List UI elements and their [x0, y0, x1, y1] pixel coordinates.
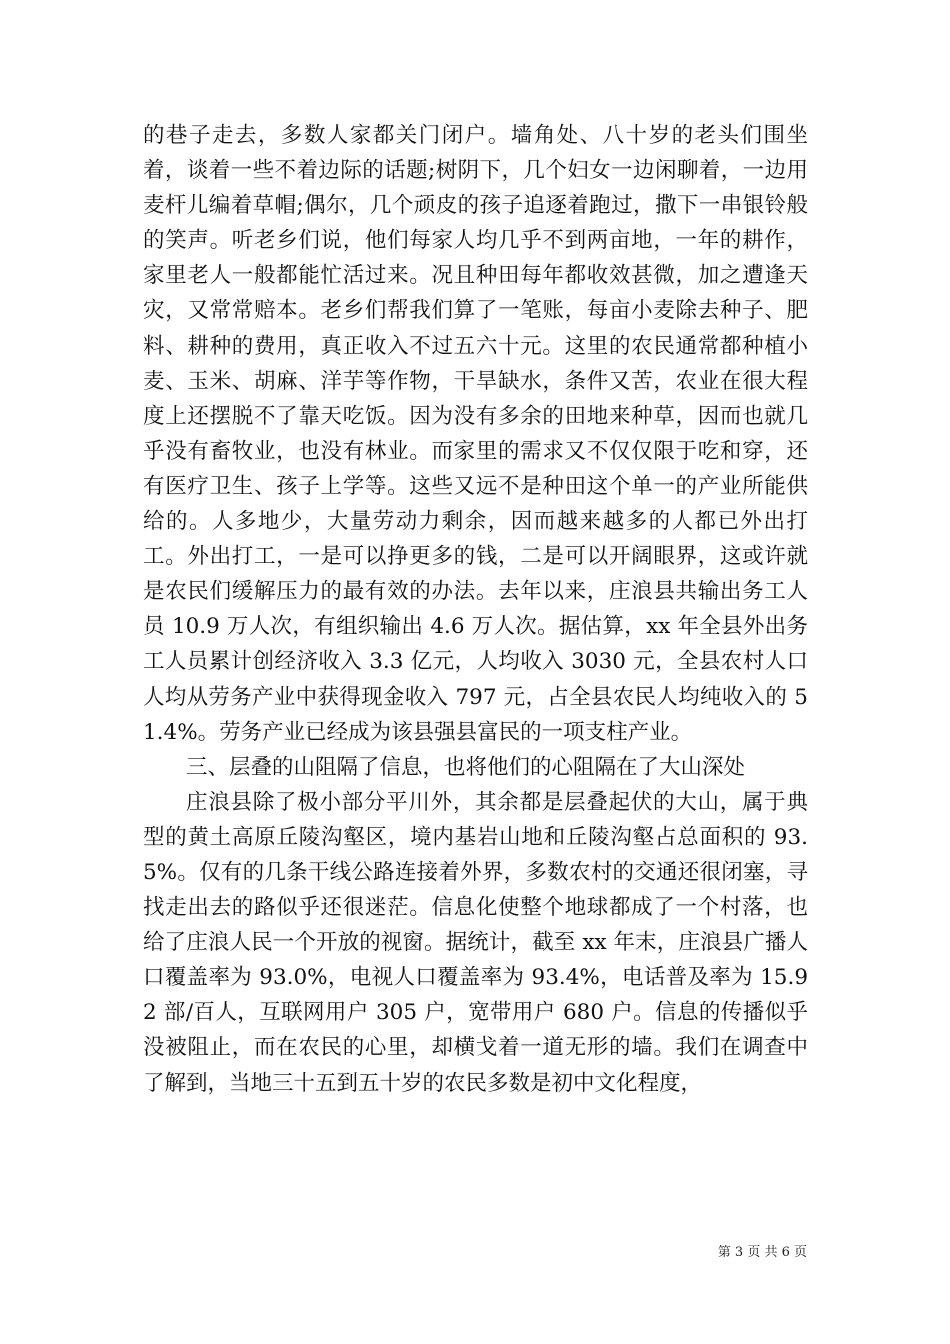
paragraph-continuation: 的巷子走去，多数人家都关门闭户。墙角处、八十岁的老头们围坐着，谈着一些不着边际的话题;树阴下，几个妇女一边闲聊着，一边用麦杆儿编着草帽;偶尔，几个顽皮的孩子追逐着跑过，撒下一串银铃般的笑声。听老乡们说，他们每家人均几乎不到两亩地，一年的耕作，家里老人一般都能忙活过来。况且种田每年都收效甚微，加之遭逢天灾，又常常赔本。老乡们帮我们算了一笔账，每亩小麦除去种子、肥料、耕种的费用，真正收入不过五六十元。这里的农民通常都种植小麦、玉米、胡麻、洋芋等作物，干旱缺水，条件又苦，农业在很大程度上还摆脱不了靠天吃饭。因为没有多余的田地来种草，因而也就几乎没有畜牧业，也没有林业。而家里的需求又不仅仅限于吃和穿，还有医疗卫生、孩子上学等。这些又远不是种田这个单一的产业所能供给的。人多地少，大量劳动力剩余，因而越来越多的人都已外出打工。外出打工，一是可以挣更多的钱，二是可以开阔眼界，这或许就是农民们缓解压力的最有效的办法。去年以来，庄浪县共输出务工人员 10.9 万人次，有组织输出 4.6 万人次。据估算，xx 年全县外出务工人员累计创经济收入 3.3 亿元，人均收入 3030 元，全县农村人口人均从劳务产业中获得现金收入 797 元，占全县农民人均纯收入的 51.4%。劳务产业已经成为该县强县富民的一项支柱产业。: [143, 123, 808, 745]
document-body: [143, 118, 808, 1101]
page-number-footer: 第 3 页 共 6 页: [717, 1245, 807, 1260]
section-heading: 三、层叠的山阻隔了信息，也将他们的心阻隔在了大山深处: [186, 754, 746, 780]
paragraph-body: 庄浪县除了极小部分平川外，其余都是层叠起伏的大山，属于典型的黄土高原丘陵沟壑区，境内基岩山地和丘陵沟壑占总面积的 93.5%。仅有的几条干线公路连接着外界，多数农村的交通还很闭塞，寻找走出去的路似乎还很迷茫。信息化使整个地球都成了一个村落，也给了庄浪人民一个开放的视窗。据统计，截至 xx 年末，庄浪县广播人口覆盖率为 93.0%，电视人口覆盖率为 93.4%，电话普及率为 15.92 部/百人，互联网用户 305 户，宽带用户 680 户。信息的传播似乎没被阻止，而在农民的心里，却横戈着一道无形的墙。我们在调查中了解到，当地三十五到五十岁的农民多数是初中文化程度，: [143, 789, 808, 1096]
